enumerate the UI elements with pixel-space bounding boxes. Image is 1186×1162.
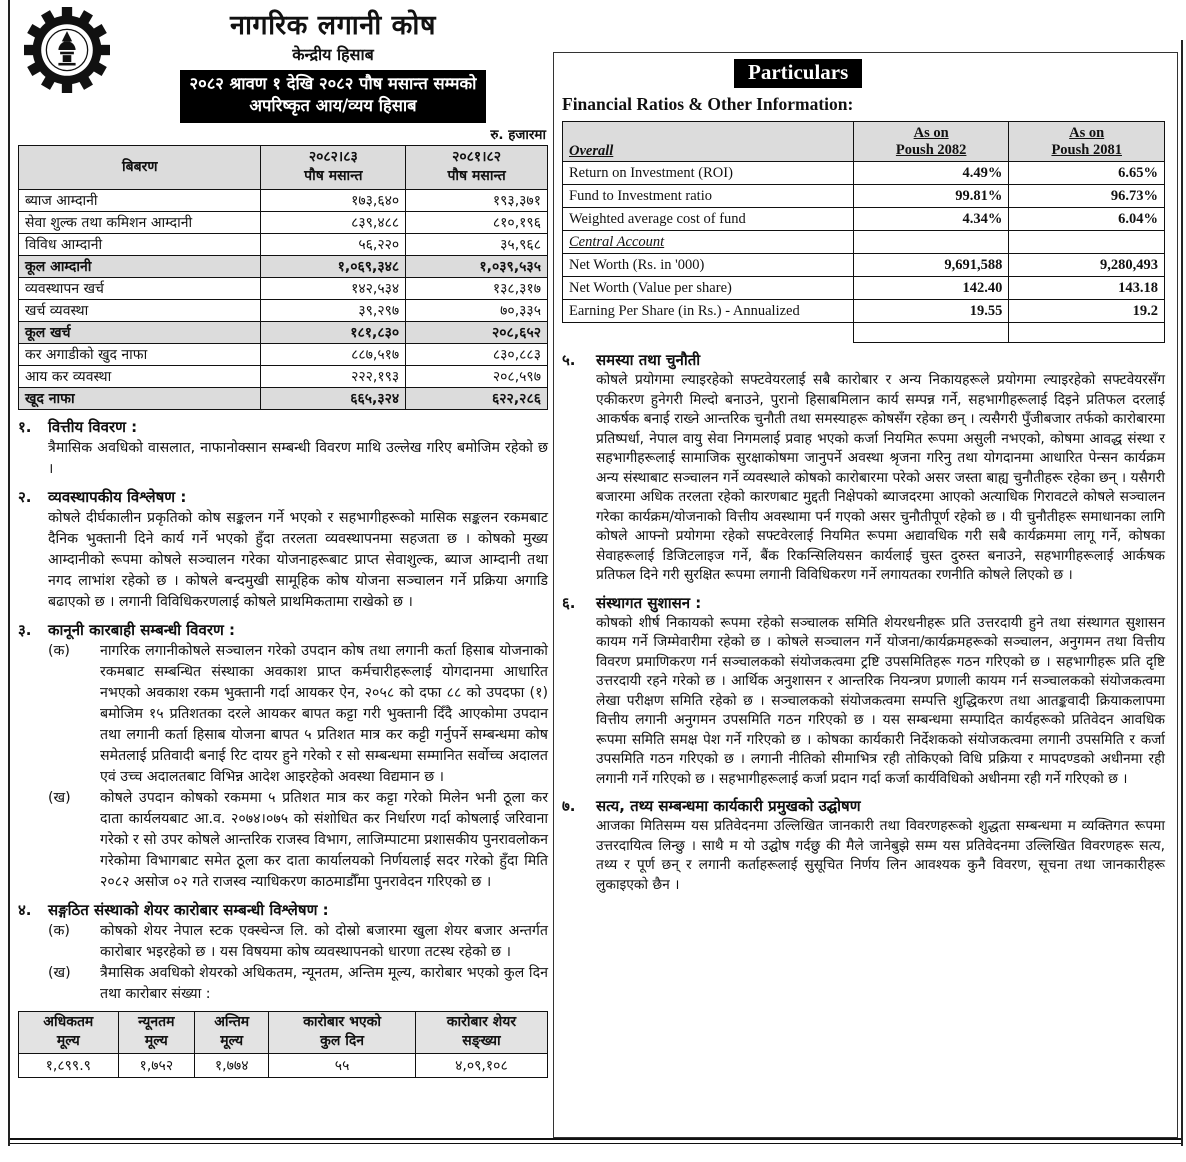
cit-gear-emblem-icon [24, 7, 110, 97]
col-header-min-price: न्यूनतम मूल्य [118, 1011, 195, 1053]
table-row: Fund to Investment ratio 99.81% 96.73% [563, 185, 1165, 208]
page-right-rule [1181, 40, 1183, 1146]
section-body: आजका मितिसम्म यस प्रतिवेदनमा उल्लिखित जानकारी तथा विवरणहरूको शुद्धता सम्बन्धमा म व्यक्तिगत रूपमा उत्तरदायित्व लिन्छु । साथै म यो उद्घोष गर्दछु की मैले जानेबुझे सम्म यस प्रतिवेदनमा उल्लिखित विवरणहरू सत्य, तथ्य र पूर्ण छन् र लगानी कर्ताहरूलाई सुसूचित निर्णय लिन आवश्यक कुनै विवरण, सूचना तथा जानकारीहरू लुकाइएको छैन । [596, 818, 1165, 893]
table-header-row [19, 145, 548, 189]
sub-item-kha: (ख) कोषले उपदान कोषको रकममा ५ प्रतिशत मात्र कर कट्टा गरेको मिलेन भनी ठूला कर दाता कार्यलयबाट आ.व. २०७४।०७५ को संशोधित कर निर्धारण गर्दा कोषलाई जरिवाना गरेको र सो उपर कोषले आन्तरिक राजस्व विभाग, लाजिम्पाटमा प्रशासकीय पुनरावलोकन गरेकोमा विभागबाट समेत ठूला कर दाता कार्यालयको निर्णयलाई सदर गरेको हुँदा मिति २०८२ असोज ०२ गते राजस्व न्याधिकरण काठमाडौँमा पुनरावेदन गरिएको छ । [48, 789, 548, 890]
col-header-previous: २०८१।८२ पौष मसान्त [406, 145, 548, 189]
section-ceo-declaration [562, 796, 1165, 895]
period-line1: २०८२ श्रावण १ देखि २०८२ पौष मसान्त सम्मको [189, 74, 477, 93]
particulars-title-box: Particulars [734, 59, 862, 88]
section-title: सङ्गठित संस्थाको शेयर कारोबार सम्बन्धी विश्लेषण : [48, 900, 329, 919]
table-row-empty [563, 323, 1165, 343]
col-header-current: २०८२।८३ पौष मसान्त [261, 145, 406, 189]
section-title: कानूनी कारबाही सम्बन्धी विवरण : [48, 620, 236, 639]
section-management-analysis [18, 486, 548, 613]
section-number: १. [18, 417, 32, 436]
col-header-traded-shares: कारोबार शेयर सङ्ख्या [415, 1011, 547, 1053]
page-bottom-rule [10, 1138, 1181, 1144]
table-row: Net Worth (Value per share) 142.40 143.18 [563, 277, 1165, 300]
section-problems-challenges [562, 350, 1165, 586]
table-row: Return on Investment (ROI) 4.49% 6.65% [563, 162, 1165, 185]
col-header-close-price: अन्तिम मूल्य [195, 1011, 269, 1053]
table-row: १,८९९.९ १,७५२ १,७७४ ५५ ४,०९,१०८ [19, 1053, 548, 1077]
sub-item-ka: (क) कोषको शेयर नेपाल स्टक एक्स्चेन्ज लि. को दोस्रो बजारमा खुला शेयर बजार अन्तर्गत कारोबार भइरहेको छ । यस विषयमा कोष व्यवस्थापनको धारणा तटस्थ रहेको छ । [48, 922, 548, 960]
sub-item-ka: (क) नागरिक लगानीकोषले सञ्चालन गरेको उपदान कोष तथा लगानी कर्ता हिसाब योजनाको रकमबाट सम्बन्धित संस्थाका अवकाश प्राप्त कर्मचारीहरूलाई योगदानमा आधारित नभएको अवकाश रकम भुक्तानी गर्दा आयकर ऐन, २०५८ को दफा ८८ को उपदफा (१) बमोजिम १५ प्रतिशतका दरले आयकर बापत कट्टा गरी भुक्तानी दिँदै आएकोमा उपदान तथा लगानी कर्ता हिसाब योजना बापत ५ प्रतिशत मात्र कर कट्टी गर्नुपर्ने सम्बन्धमा कोष समेतलाई प्रतिवादी बनाई रिट दायर हुने गरेको र सो सम्बन्धमा सम्मानित सर्वोच्च अदालत एवं उच्च अदालतबाट विभिन्न आदेश आइरहेको अवस्था विद्यमान छ । [48, 642, 548, 785]
section-number: ४. [18, 900, 32, 919]
col-header-poush-2082: As on Poush 2082 [853, 122, 1009, 162]
financial-ratios-table [562, 121, 1165, 343]
section-title: सत्य, तथ्य सम्बन्धमा कार्यकारी प्रमुखको उद्घोषण [596, 797, 861, 815]
section-number: ७. [562, 797, 576, 815]
financial-ratios-heading: Financial Ratios & Other Information: [562, 94, 854, 114]
table-row: सेवा शुल्क तथा कमिशन आम्दानी ८३९,४८८ ८१०,१९६ [19, 211, 548, 233]
income-expense-table [18, 145, 548, 410]
section-number: २. [18, 487, 32, 506]
section-body: त्रैमासिक अवधिको वासलात, नाफानोक्सान सम्बन्धी विवरण माथि उल्लेख गरिए बमोजिम रहेको छ । [48, 439, 548, 477]
section-financial-statement [18, 416, 548, 480]
section-corporate-governance [562, 593, 1165, 790]
table-row: व्यवस्थापन खर्च १४२,५३४ १३८,३१७ [19, 277, 548, 299]
sub-item-kha: (ख) त्रैमासिक अवधिको शेयरको अधिकतम, न्यूनतम, अन्तिम मूल्य, कारोबार भएको कुल दिन तथा कारोबार संख्या : [48, 964, 548, 1002]
table-row-net-profit: खूद नाफा ६६५,३२४ ६२२,२८६ [19, 387, 548, 409]
section-title: व्यवस्थापकीय विश्लेषण : [48, 487, 187, 506]
col-header-desc: बिबरण [19, 145, 261, 189]
report-header [18, 5, 548, 123]
section-body: कोषको शीर्ष निकायको रूपमा रहेको सञ्चालक समिति शेयरधनीहरू प्रति उत्तरदायी हुने तथा संस्थागत सुशासन कायम गर्ने जिम्मेवारीमा रहेको छ । कोषले सञ्चालन गर्ने योजना/कार्यक्रमहरूको सञ्चालन, अनुगमन तथा वित्तीय विवरण प्रमाणिकरण गर्न सञ्चालकको संयोजकत्वमा ट्रष्टि उपसमितिहरू गठन गरिएको छ । सहभागीहरू प्रति दृष्टि उत्तरदायी रहने गरेको छ । आर्थिक अनुशासन र आन्तरिक नियन्त्रण प्रणाली कायम गर्न सञ्चालकको संयोजकत्वमा लेखा परीक्षण समिति रहेको छ । सञ्चालकको संयोजकत्वमा सम्पत्ति शुद्धिकरण तथा आतङ्कवादी क्रियाकलापमा वित्तीय लगानी अनुगमन उपसमिति गठन गरिएको छ । यस सम्बन्धमा सम्पादित कार्यहरूको प्रतिवेदन आवधिक रूपमा समिति समक्ष पेश गर्ने गरिएको छ । कोषका कार्यकारी निर्देशकको संयोजकत्वमा लगानी उपसमिति र कर्जा उपसमिति गठन गरिएको छ । लगानी नीतिको सीमाभित्र रही तोकिएको विधि प्रक्रिया र मापदण्डको अधीनमा रही लगानी गर्ने गरिएको छ । सहभागीहरूलाई कर्जा प्रदान गर्दा कर्जा कार्यविधिको अधीनमा रही गर्ने गरिएको छ । [596, 614, 1165, 787]
section-legal-actions [18, 619, 548, 893]
col-header-trading-days: कारोबार भएको कुल दिन [269, 1011, 416, 1053]
group-header-overall: Overall [563, 122, 854, 162]
col-header-poush-2081: As on Poush 2081 [1009, 122, 1165, 162]
org-subtitle: केन्द्रीय हिसाब [292, 45, 374, 64]
table-header-row [19, 1011, 548, 1053]
org-name: नागरिक लगानी कोष [229, 10, 437, 41]
table-header-row [563, 122, 1165, 162]
section-body: कोषले दीर्घकालीन प्रकृतिको कोष सङ्कलन गर्ने भएको र सहभागीहरूको मासिक सङ्कलन रकमबाट दैनिक भुक्तानी दिने कार्य गर्ने भएको हुँदा तरलता व्यवस्थापनमा सहजता छ । कोषको मुख्य आम्दानीको रूपमा कोषले सञ्चालन गरेका योजनाहरूबाट प्राप्त सेवाशुल्क, ब्याज आम्दानी तथा नगद लाभांश रहेको छ । कोषले बन्दमुखी सामूहिक कोष योजना सञ्चालन गर्ने प्रक्रिया अगाडि बढाएको छ । लगानी विविधिकरणलाई कोषले प्राथमिकतामा राखेको छ । [48, 509, 548, 610]
table-row-group-central-account: Central Account [563, 231, 1165, 254]
table-row: Weighted average cost of fund 4.34% 6.04% [563, 208, 1165, 231]
section-title: समस्या तथा चुनौती [596, 351, 701, 369]
section-number: ५. [562, 351, 576, 369]
unit-note: रु. हजारमा [490, 126, 546, 143]
page-left-rule [8, 0, 10, 1146]
left-column [18, 5, 548, 1078]
section-number: ३. [18, 620, 32, 639]
section-title: वित्तीय विवरण : [48, 417, 138, 436]
table-row: Earning Per Share (in Rs.) - Annualized 19.55 19.2 [563, 300, 1165, 323]
section-title: संस्थागत सुशासन : [596, 593, 702, 612]
table-row: ब्याज आम्दानी १७३,६४० १९३,३७१ [19, 189, 548, 211]
table-row: खर्च व्यवस्था ३९,२९७ ७०,३३५ [19, 299, 548, 321]
period-title-box [180, 70, 487, 123]
period-line2: अपरिष्कृत आय/व्यय हिसाब [249, 96, 417, 116]
table-row-total-expense: कूल खर्च १८१,८३० २०८,६५२ [19, 321, 548, 343]
table-row: Net Worth (Rs. in '000) 9,691,588 9,280,493 [563, 254, 1165, 277]
section-share-trading-analysis [18, 899, 548, 1005]
section-body: कोषले प्रयोगमा ल्याइरहेको सफ्टवेयरलाई सबै कारोबार र अन्य निकायहरूले प्रयोगमा ल्याइरहेको सफ्टवेयरसँग एकीकरण हुनेगरी मिल्दो बनाउने, पुरानो हिसाबमिलान कार्य सम्पन्न गर्ने, सहभागीहरूलाई दिइने प्रतिफल दरलाई आकर्षक बनाई राख्ने आन्तरिक चुनौती तथा समस्याहरू कोषसँग रहेका छन् । त्यसैगरी पुँजीबजार तर्फको कारोबारमा प्रतिष्पर्धा, नेपाल वायु सेवा निगमलाई प्रवाह भएको कर्जा नियमित रूपमा असुली नभएको, कोषमा आवद्ध संस्था र सहभागीहरूलाई सामाजिक सुरक्षाकोषमा जानुपर्ने अवस्था श्रृजना गरिनु तथा योगदानमा आधारित पेन्सन कार्यक्रम अन्य संस्थाबाट सञ्चालन गर्ने व्यवस्थाले कोषको कारोबारमा परेको असर जस्ता बाह्य चुनौतीहरू रहेका छन् । यसैगरी बजारमा अधिक तरलता रहेको कारणबाट मुद्दती निक्षेपको ब्याजदरमा आएको अत्याधिक गिरावटले कोषले सञ्चालन गरेका कार्यक्रम/योजनाको वित्तीय अवस्थामा पर्न गएको असर चुनौतीपूर्ण रहेको छ । यी चुनौतीहरू समाधानका लागि कोषले आफ्नो प्रयोगमा रहेको सफ्टवेरलाई नियमित रूपमा अद्यावधिक गरी सबै कार्यक्रममा लागू गर्ने, कोषका सेवाहरूलाई डिजिटलाइज गर्ने, बैंक रिकन्सिलियसन कार्यलाई चुस्त दुरुस्त बनाउने, सहभागीहरूलाई आर्कषक प्रतिफल दिने गरी सुरक्षित रूपमा लगानी विविधिकरण गर्ने लगायतका रणनीति कोषले लिएको छ । [596, 372, 1165, 583]
right-column [553, 52, 1178, 1138]
col-header-max-price: अधिकतम मूल्य [19, 1011, 119, 1053]
table-row: विविध आम्दानी ५६,२२० ३५,९६८ [19, 233, 548, 255]
table-row-total-income: कूल आम्दानी १,०६९,३४८ १,०३९,५३५ [19, 255, 548, 277]
table-row: कर अगाडीको खुद नाफा ८८७,५१७ ८३०,८८३ [19, 343, 548, 365]
section-number: ६. [562, 593, 576, 612]
share-price-table [18, 1011, 548, 1078]
table-row: आय कर व्यवस्था २२२,१९३ २०८,५९७ [19, 365, 548, 387]
